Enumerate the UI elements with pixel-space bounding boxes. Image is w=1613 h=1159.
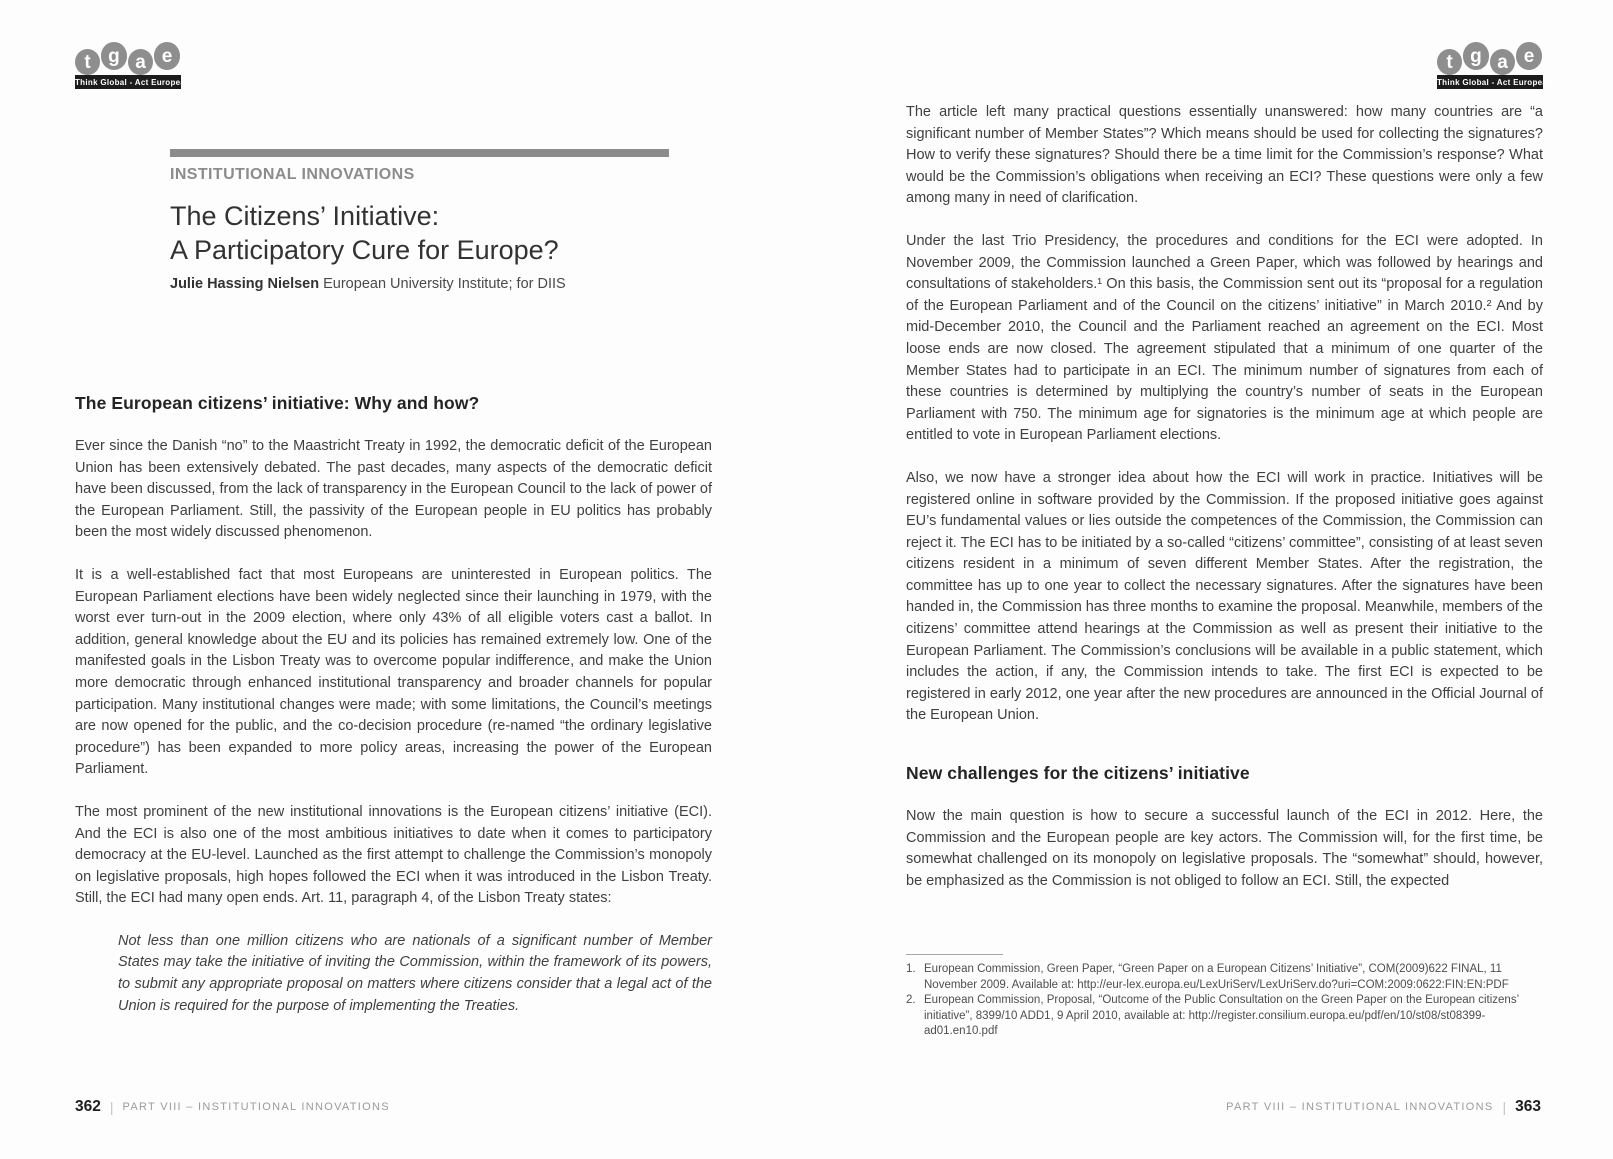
logo-letter-e-icon: e: [1516, 42, 1543, 70]
body-paragraph: Also, we now have a stronger idea about how the ECI will work in practice. Initiatives will be registered online in software provided by the Commission. If the proposed initiative goes against EU’s fundamental values or lies outside the competences of the Commission, the Commission can reject it. The ECI has to be initiated by a so-called “citizens’ committee”, consisting of at least seven citizens resident in a minimum of seven different Member States. After the registration, the committee has up to one year to collect the necessary signatures. After the signatures have been handed in, the Commission has three months to examine the proposal. Meanwhile, members of the citizens’ committee attend hearings at the Commission as well as present their initiative to the European Parliament. The Commission’s conclusions will be available in a public statement, which includes the action, if any, the Commission intends to take. The first ECI is expected to be registered in early 2012, one year after the new procedures are announced in the Official Journal of the European Union.: [906, 469, 1543, 724]
body-paragraph: The article left many practical questions essentially unanswered: how many countries are “a significant number of Member States”? Which means should be used for collecting the signatures? How to verify these signatures? Should there be a time limit for the Commission’s response? What would be the Commission’s obligations when receiving an ECI? These questions were only a few among many in need of clarification.: [906, 104, 1543, 207]
logo-tagline: Think Global - Act European: [75, 75, 181, 89]
logo-letter-circles: [1437, 42, 1543, 75]
footer-divider: |: [109, 1099, 114, 1115]
logo-letter-a-icon: a: [128, 49, 153, 75]
logo-letter-t-icon: t: [1437, 49, 1462, 75]
logo-letter-t-icon: t: [75, 49, 100, 75]
article-title-line1: The Citizens’ Initiative:: [170, 201, 440, 231]
logo-tagline: Think Global - Act European: [1437, 75, 1543, 89]
article-title: [170, 199, 669, 267]
footer-label: PART VIII – INSTITUTIONAL INNOVATIONS: [1226, 1101, 1494, 1113]
body-paragraph: The most prominent of the new institutional innovations is the European citizens’ initiative (ECI). And the ECI is also one of the most ambitious initiatives to date when it comes to participatory democracy at the EU-level. Launched as the first attempt to challenge the Commission’s monopoly on legislative proposals, high hopes followed the ECI when it was introduced in the Lisbon Treaty. Still, the ECI had many open ends. Art. 11, paragraph 4, of the Lisbon Treaty states:: [75, 803, 712, 907]
logo-letter-e-icon: e: [154, 42, 181, 70]
body-paragraph: Under the last Trio Presidency, the procedures and conditions for the ECI were adopted. In November 2009, the Commission launched a Green Paper, which was followed by hearings and consultations of stakeholders.¹ On this basis, the Commission sent out its “proposal for a regulation of the European Parliament and of the Council on the citizens’ initiative” in March 2010.² And by mid-December 2010, the Council and the Parliament reached an agreement on the ECI. Most loose ends are now closed. The agreement stipulated that a minimum of one quarter of the Member States had to participate in an ECI. The minimum number of signatures from each of these countries is determined by multiplying the country’s number of seats in the European Parliament with 750. The minimum age for signatories is the minimum age at which people are entitled to vote in European Parliament elections.: [906, 232, 1543, 444]
logo-letter-g-icon: g: [101, 42, 128, 70]
footnotes: [906, 954, 1543, 1040]
page-number: 362: [75, 1098, 101, 1115]
treaty-quote: Not less than one million citizens who are nationals of a significant number of Member States may take the initiative of inviting the Commission, within the framework of its powers, to submit any appropriate proposal on matters where citizens consider that a legal act of the Union is required for the purpose of implementing the Treaties.: [118, 932, 712, 1014]
body-paragraph: It is a well-established fact that most Europeans are uninterested in European politics. The European Parliament elections have been widely neglected since their launching in 1979, with the worst ever turn-out in the 2009 election, where only 43% of all eligible voters cast a ballot. In addition, general knowledge about the EU and its policies has remained extremely low. One of the manifested goals in the Lisbon Treaty was to overcome popular indifference, and make the Union more democratic through enhanced institutional transparency and broader channels for popular participation. Many institutional changes were made; with some limitations, the Council’s meetings are now opened for the public, and the co-decision procedure (re-named “the ordinary legislative procedure”) has been expanded to more policy areas, increasing the power of the European Parliament.: [75, 566, 712, 778]
author-affiliation: European University Institute; for DIIS: [319, 276, 566, 292]
footnote-number: 1.: [906, 963, 916, 975]
footnote-text: European Commission, Green Paper, “Green Paper on a European Citizens’ Initiative”, COM(2009)622 FINAL, 11 November 2009. Available at: http://eur-lex.europa.eu/LexUriServ/LexUriServ.do?uri=COM:2009:0622:FIN:EN:PDF: [924, 963, 1509, 991]
tgae-logo-right: [1437, 42, 1553, 89]
logo-letter-circles: [75, 42, 181, 75]
tgae-logo-left: [75, 42, 191, 89]
author-name: Julie Hassing Nielsen: [170, 276, 320, 292]
footnote-number: 2.: [906, 994, 916, 1006]
kicker-bar: [170, 149, 669, 157]
byline: [170, 276, 669, 292]
article-header: [170, 149, 669, 292]
footnote-item: [906, 962, 1543, 993]
footnote-rule: [906, 954, 1003, 955]
section-heading-new-challenges: New challenges for the citizens’ initiative: [906, 763, 1250, 784]
footer-label: PART VIII – INSTITUTIONAL INNOVATIONS: [122, 1101, 390, 1113]
footer-divider: |: [1502, 1099, 1507, 1115]
footnote-item: [906, 993, 1543, 1040]
page-number: 363: [1515, 1098, 1541, 1115]
logo-letter-g-icon: g: [1463, 42, 1490, 70]
right-page-column: [906, 102, 1543, 913]
section-heading-why-and-how: The European citizens’ initiative: Why and how?: [75, 393, 480, 413]
article-title-line2: A Participatory Cure for Europe?: [170, 235, 559, 265]
logo-letter-a-icon: a: [1490, 49, 1515, 75]
page-footer-right: [1226, 1098, 1541, 1116]
left-page-column: [75, 393, 712, 1017]
body-paragraph: Now the main question is how to secure a successful launch of the ECI in 2012. Here, the Commission and the European people are key actors. The Commission will, for the first time, be somewhat challenged on its monopoly on legislative proposals. The “somewhat” should, however, be emphasized as the Commission is not obliged to follow an ECI. Still, the expected: [906, 808, 1543, 889]
body-paragraph: Ever since the Danish “no” to the Maastricht Treaty in 1992, the democratic deficit of the European Union has been extensively debated. The past decades, many aspects of the democratic deficit have been discussed, from the lack of transparency in the European Council to the lack of power of the European Parliament. Still, the passivity of the European people in EU politics has probably been the most widely discussed phenomenon.: [75, 438, 712, 541]
page-footer-left: [75, 1098, 390, 1116]
footnote-text: European Commission, Proposal, “Outcome of the Public Consultation on the Green Paper on the European citizens’ initiative”, 8399/10 ADD1, 9 April 2010, available at: http://register.consilium.europa.eu/pdf/en/10/st08/st08399-ad01.en10.pdf: [924, 994, 1519, 1037]
series-kicker: INSTITUTIONAL INNOVATIONS: [170, 166, 415, 183]
